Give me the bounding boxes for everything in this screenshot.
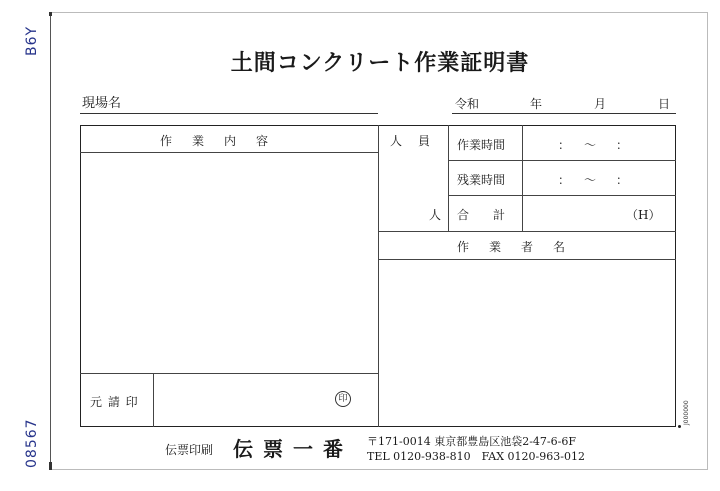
- printer-brand: 伝票一番: [233, 437, 353, 461]
- work-content-area[interactable]: [81, 153, 377, 372]
- grid-line: [522, 125, 523, 231]
- date-day: 日: [658, 97, 671, 111]
- work-time-field[interactable]: ： 〜 ：: [558, 138, 633, 152]
- date-year: 年: [530, 97, 543, 111]
- date-field[interactable]: [452, 113, 676, 114]
- work-time-label: 作業時間: [457, 138, 506, 152]
- grid-line: [448, 160, 676, 161]
- work-content-header: 作 業 内 容: [160, 134, 273, 148]
- contractor-seal-label: 元 請 印: [90, 395, 139, 409]
- personnel-header: 人 員: [390, 134, 433, 148]
- serial-number: J000000: [683, 400, 690, 425]
- top-edge-code: B6Y: [24, 25, 40, 56]
- printer-address-line: 〒171-0014 東京都豊島区池袋2-47-6-6F: [367, 435, 576, 448]
- grid-line: [378, 231, 676, 232]
- total-label: 合 計: [457, 208, 506, 222]
- printer-address: [367, 434, 585, 464]
- workers-header: 作 業 者 名: [457, 240, 570, 254]
- date-month: 月: [594, 97, 607, 111]
- personnel-unit: 人: [429, 208, 442, 222]
- overtime-field[interactable]: ： 〜 ：: [558, 173, 633, 187]
- grid-line: [448, 195, 676, 196]
- grid-line: [448, 125, 449, 231]
- binding-line: [50, 12, 51, 470]
- site-name-label: 現場名: [82, 96, 122, 111]
- printer-contact-line: TEL 0120-938-810 FAX 0120-963-012: [367, 450, 585, 463]
- workers-name-area[interactable]: [379, 260, 675, 426]
- serial-dot: [678, 425, 681, 428]
- date-era: 令和: [455, 97, 480, 111]
- site-name-field[interactable]: [80, 113, 378, 114]
- form-title: 土間コンクリート作業証明書: [230, 50, 530, 76]
- total-hours-unit: （H）: [626, 208, 661, 222]
- overtime-label: 残業時間: [457, 173, 506, 187]
- seal-mark-icon: 印: [335, 391, 351, 407]
- bottom-edge-code: 08567: [24, 418, 40, 468]
- printer-label: 伝票印刷: [165, 443, 214, 457]
